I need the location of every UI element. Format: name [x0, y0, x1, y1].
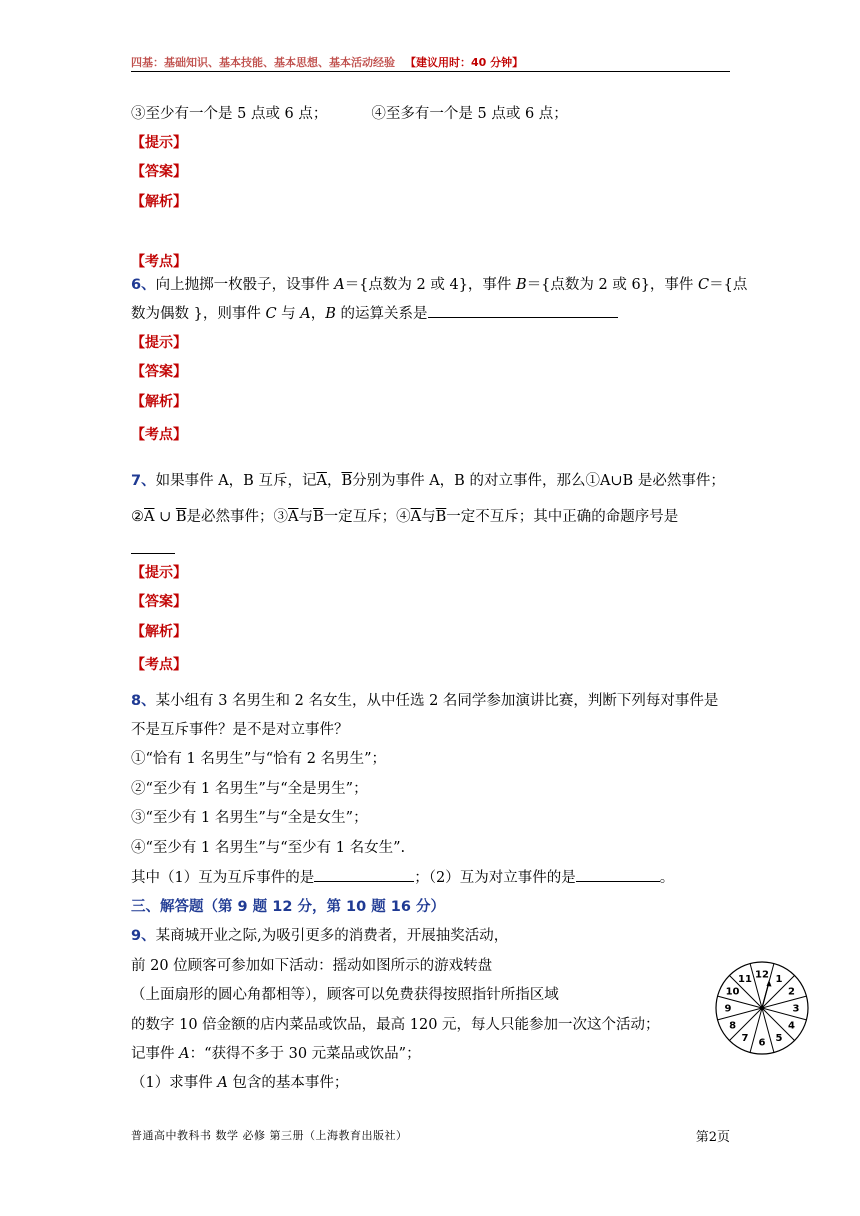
q7-answer-blank[interactable] [131, 539, 175, 554]
q7-a-complement: $\overline{A}$ [316, 473, 327, 489]
q8-blank-2[interactable] [576, 867, 660, 882]
q9-text-6b: 包含的基本事件； [227, 1075, 349, 1091]
header-left-text: 四基：基础知识、基本技能、基本思想、基本活动经验 [131, 56, 395, 69]
q7-number: 7 [131, 473, 142, 489]
page-header [131, 54, 730, 72]
q6-text-2d: 的运算关系是 [335, 306, 428, 322]
q6-analysis-label: 【解析】 [131, 394, 187, 410]
q6-sep: 、 [141, 277, 156, 293]
q7-a-complement-4: $\overline{A}$ [410, 509, 422, 525]
q9-line-4: 的数字 10 倍金额的店内菜品或饮品，最高 120 元，每人只能参加一次这个活动； [131, 1017, 660, 1033]
q6-event-b-ref: B [325, 306, 336, 322]
q5-option-4: ④至多有一个是 5 点或 6 点； [371, 106, 568, 122]
q5-hint-label: 【提示】 [131, 135, 187, 151]
q6-number: 6 [131, 277, 142, 293]
wheel-sector-number: 1 [775, 974, 783, 986]
q7-line-3 [131, 539, 175, 560]
q7-b-complement-3: $\overline{B}$ [313, 509, 324, 525]
q8-line-1 [131, 691, 718, 711]
header-time-text: 【建议用时：40 分钟】 [405, 56, 524, 69]
q8-text-last-c: 。 [659, 870, 675, 886]
q7-b-complement-2: $\overline{B}$ [175, 509, 187, 525]
q8-text-last-b: ；（2）互为对立事件的是 [414, 870, 576, 886]
q9-sep: 、 [141, 928, 156, 944]
q9-line-1 [131, 926, 508, 946]
wheel-sector-number: 3 [792, 1003, 800, 1015]
q5-options-line [131, 104, 568, 124]
q7-a-complement-3: $\overline{A}$ [288, 509, 299, 525]
q7-point-label: 【考点】 [131, 657, 187, 673]
spinner-wheel-figure [714, 960, 810, 1056]
q6-point-label: 【考点】 [131, 427, 187, 443]
q6-text-1d: ＝{点 [709, 277, 748, 293]
q9-text-1: 某商城开业之际,为吸引更多的消费者，开展抽奖活动， [155, 928, 509, 944]
q9-line-6 [131, 1073, 348, 1093]
q9-number: 9 [131, 928, 142, 944]
q6-text-1c: ＝{点数为 2 或 6}，事件 [526, 277, 699, 293]
q6-answer-blank[interactable] [428, 303, 618, 318]
q8-text-1: 某小组有 3 名男生和 2 名女生，从中任选 2 名同学参加演讲比赛，判断下列每对事件是 [155, 693, 719, 709]
q6-text-2b: 与 [276, 306, 301, 322]
q8-item-1: ①“恰有 1 名男生”与“恰有 2 名男生”； [131, 751, 387, 767]
q7-union: ∪ [154, 509, 176, 525]
q7-a-complement-2: $\overline{A}$ [144, 509, 155, 525]
q5-analysis-label: 【解析】 [131, 194, 187, 210]
q8-item-2: ②“至少有 1 名男生”与“全是男生”； [131, 781, 368, 797]
wheel-sector-number: 5 [775, 1032, 783, 1044]
q8-blank-1[interactable] [314, 867, 414, 882]
section-3-title: 三、解答题（第 9 题 12 分，第 10 题 16 分） [131, 899, 446, 915]
wheel-sector-number: 7 [741, 1032, 749, 1044]
q7-b-complement: $\overline{B}$ [341, 473, 353, 489]
wheel-sector-number: 8 [729, 1020, 737, 1032]
q9-line-5 [131, 1044, 421, 1064]
q6-text-1b: ＝{点数为 2 或 4}，事件 [344, 277, 517, 293]
wheel-sector-number: 6 [758, 1037, 766, 1049]
q6-line-2 [131, 303, 618, 324]
q9-line-3: （上面扇形的圆心角都相等），顾客可以免费获得按照指针所指区域 [131, 987, 559, 1003]
q9-line-2: 前 20 位顾客可参加如下活动：摇动如图所示的游戏转盘 [131, 958, 493, 974]
wheel-sector-number: 2 [787, 986, 795, 998]
q7-answer-label: 【答案】 [131, 594, 187, 610]
q6-event-a: A [334, 277, 345, 293]
q9-event-a-ref: A [217, 1075, 228, 1091]
q5-point-label: 【考点】 [131, 254, 187, 270]
q9-text-5b: ：“获得不多于 30 元菜品或饮品”； [189, 1046, 421, 1062]
q8-line-2: 不是互斥事件？是不是对立事件？ [131, 722, 349, 738]
q6-hint-label: 【提示】 [131, 335, 187, 351]
footer-book-info: 普通高中教科书 数学 必修 第三册（上海教育出版社） [131, 1129, 408, 1142]
wheel-sector-number: 10 [725, 986, 740, 998]
q7-analysis-label: 【解析】 [131, 624, 187, 640]
q7-text-1c: 分别为事件 A，B 的对立事件，那么①A∪B 是必然事件； [352, 473, 725, 489]
wheel-sector-number: 4 [787, 1020, 795, 1032]
q7-text-2a: ② [131, 509, 144, 525]
wheel-sector-number: 11 [738, 974, 752, 986]
q7-line-1 [131, 471, 725, 491]
q8-sep: 、 [141, 693, 156, 709]
q6-answer-label: 【答案】 [131, 364, 187, 380]
q8-text-last-a: 其中（1）互为互斥事件的是 [131, 870, 315, 886]
q6-text-2a: 数为偶数 }，则事件 [131, 306, 266, 322]
q8-last-line [131, 867, 674, 888]
q6-text-1a: 向上抛掷一枚骰子，设事件 [155, 277, 335, 293]
q7-text-1a: 如果事件 A，B 互斥，记 [155, 473, 317, 489]
q6-line-1 [131, 275, 747, 295]
q7-text-2g: 一定不互斥；其中正确的命题序号是 [446, 509, 679, 525]
q7-text-2f: 与 [421, 509, 436, 525]
q7-line-2 [131, 507, 678, 527]
q5-answer-label: 【答案】 [131, 164, 187, 180]
q5-option-3: ③至少有一个是 5 点或 6 点； [131, 106, 328, 122]
q7-sep: 、 [141, 473, 156, 489]
q7-text-2c: 是必然事件；③ [186, 509, 289, 525]
q7-text-2e: 一定互斥；④ [323, 509, 411, 525]
q9-text-5a: 记事件 [131, 1046, 180, 1062]
footer-page-number: 第2页 [695, 1130, 730, 1145]
q7-text-2d: 与 [298, 509, 313, 525]
wheel-sector-number: 12 [755, 969, 769, 981]
q7-b-complement-4: $\overline{B}$ [435, 509, 447, 525]
q9-text-6a: （1）求事件 [131, 1075, 218, 1091]
q6-text-2c: ， [310, 306, 326, 322]
q6-event-c: C [698, 277, 710, 293]
q8-item-3: ③“至少有 1 名男生”与“全是女生”； [131, 810, 368, 826]
q8-number: 8 [131, 693, 142, 709]
q6-event-c-ref: C [265, 306, 277, 322]
q6-event-a-ref: A [300, 306, 311, 322]
q7-text-1b: ， [326, 473, 342, 489]
q6-event-b: B [516, 277, 527, 293]
q7-hint-label: 【提示】 [131, 565, 187, 581]
wheel-sector-number: 9 [724, 1003, 732, 1015]
q9-event-a: A [179, 1046, 190, 1062]
q8-item-4: ④“至少有 1 名男生”与“至少有 1 名女生”. [131, 840, 406, 856]
